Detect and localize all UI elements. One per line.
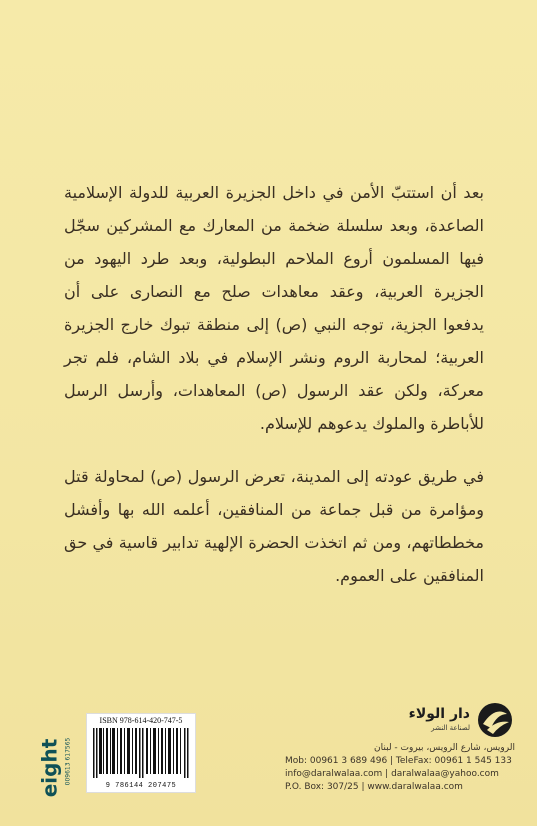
publisher-emails: info@daralwalaa.com | daralwalaa@yahoo.com xyxy=(285,769,499,779)
imprint-code: 009613 617565 xyxy=(64,737,72,786)
imprint-logo xyxy=(26,738,74,798)
publisher-contact xyxy=(285,742,515,794)
publisher-address: الرويس، شارع الرويس، بيروت - لبنان xyxy=(374,743,515,753)
barcode-number: 9 786144 207475 xyxy=(105,782,177,790)
isbn-label: ISBN 978-614-420-747-5 xyxy=(99,716,183,725)
blurb xyxy=(64,176,484,612)
publisher-pobox: P.O. Box: 307/25 | www.daralwalaa.com xyxy=(285,782,463,792)
publisher-tagline: لصناعة النشر xyxy=(431,724,470,732)
barcode-bars xyxy=(93,728,189,778)
publisher-logo-icon xyxy=(475,700,515,740)
isbn-barcode xyxy=(86,713,196,793)
blurb-paragraph-1: بعد أن استتبّ الأمن في داخل الجزيرة العربية للدولة الإسلامية الصاعدة، وبعد سلسلة ضخمة من المعارك مع المشركين سجّل فيها المسلمون أروع الملاحم البطولية، وبعد طرد اليهود من الجزيرة العربية، وعقد معاهدات صلح مع النصارى على أن يدفعوا الجزية، توجه النبي (ص) إلى منطقة تبوك خارج الجزيرة العربية؛ لمحاربة الروم ونشر الإسلام في بلاد الشام، فلم تجر معركة، ولكن عقد الرسول (ص) المعاهدات، وأرسل الرسل للأباطرة والملوك يدعوهم للإسلام. xyxy=(64,183,484,433)
blurb-paragraph-2: في طريق عودته إلى المدينة، تعرض الرسول (ص) لمحاولة قتل ومؤامرة من قبل جماعة من المنافقين، أعلمه الله بها وأفشل مخططاتهم، ومن ثم اتخذت الحضرة الإلهية تدابير قاسية في حق المنافقين على العموم. xyxy=(64,467,484,585)
publisher-phones: Mob: 00961 3 689 496 | TeleFax: 00961 1 545 133 xyxy=(285,756,512,766)
imprint-brand: eight xyxy=(37,738,62,798)
publisher-name: دار الولاء xyxy=(408,706,470,722)
